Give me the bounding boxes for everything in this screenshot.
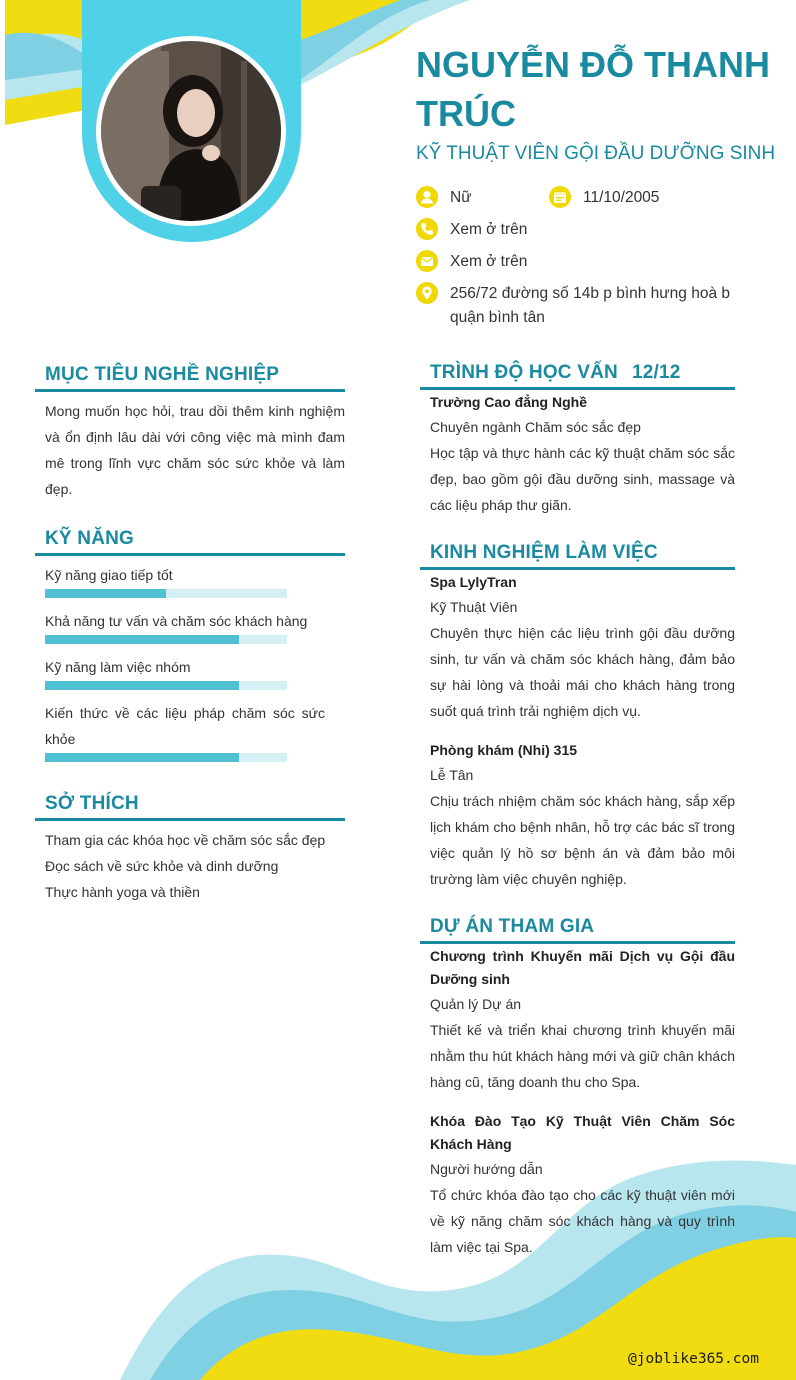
candidate-name: NGUYỄN ĐỖ THANH TRÚC: [416, 44, 771, 134]
phone-value: Xem ở trên: [450, 221, 528, 238]
project-role: Quản lý Dự án: [430, 996, 522, 1012]
hobbies-divider: [35, 818, 345, 821]
project-description: Thiết kế và triển khai chương trình khuyến mãi nhằm thu hút khách hàng mới và giữ chân khách hàng cũ, tăng doanh thu cho Spa.: [430, 1022, 735, 1090]
mail-icon: [416, 250, 438, 272]
address-line-1: 256/72 đường số 14b p bình hưng hoà b: [450, 285, 730, 302]
project-name: Chương trình Khuyến mãi Dịch vụ Gội đầu Dưỡng sinh: [430, 948, 735, 987]
hobbies-heading: SỞ THÍCH: [45, 793, 139, 814]
skill-bar: [45, 635, 287, 644]
experience-description: Chuyên thực hiện các liệu trình gội đầu dưỡng sinh, tư vấn và chăm sóc khách hàng, đảm bảo sự hài lòng và thoải mái cho khách hàng trong suốt quá trình trải nghiệm dịch vụ.: [430, 625, 735, 719]
project-description: Tổ chức khóa đào tạo cho các kỹ thuật viên mới về kỹ năng chăm sóc khách hàng và quy trình làm việc tại Spa.: [430, 1187, 735, 1255]
skill-bar-fill: [45, 589, 166, 598]
skills-divider: [35, 553, 345, 556]
experience-heading: KINH NGHIỆM LÀM VIỆC: [430, 542, 658, 563]
phone-icon: [416, 218, 438, 240]
person-icon: [416, 186, 438, 208]
address-value: [450, 282, 750, 330]
skill-label: Kỹ năng giao tiếp tốt: [45, 567, 173, 583]
skill-label: Kỹ năng làm việc nhóm: [45, 659, 191, 675]
watermark-text: @joblike365.com: [628, 1351, 759, 1367]
location-pin-icon: [416, 282, 438, 304]
projects-divider: [420, 941, 735, 944]
education-heading: TRÌNH ĐỘ HỌC VẤN: [430, 362, 618, 383]
experience-role: Kỹ Thuật Viên: [430, 599, 518, 615]
gender-value: Nữ: [450, 189, 472, 206]
hobby-item: Đọc sách về sức khỏe và dinh dưỡng: [45, 858, 279, 874]
birthdate-value: 11/10/2005: [583, 189, 660, 206]
projects-heading: DỰ ÁN THAM GIA: [430, 916, 595, 937]
education-level: 12/12: [632, 362, 681, 383]
skill-bar: [45, 753, 287, 762]
hobby-item: Tham gia các khóa học về chăm sóc sắc đẹp: [45, 832, 326, 848]
skill-bar: [45, 589, 287, 598]
experience-company: Phòng khám (Nhi) 315: [430, 742, 578, 758]
career-objective-divider: [35, 389, 345, 392]
address-line-2: quận bình tân: [450, 309, 545, 326]
project-role: Người hướng dẫn: [430, 1161, 543, 1177]
profile-photo: [101, 41, 281, 221]
skill-label: Kiến thức về các liệu pháp chăm sóc sức khỏe: [45, 705, 325, 747]
hobby-item: Thực hành yoga và thiền: [45, 884, 200, 900]
skill-bar-fill: [45, 681, 239, 690]
project-name: Khóa Đào Tạo Kỹ Thuật Viên Chăm Sóc Khách Hàng: [430, 1113, 735, 1152]
skill-bar-fill: [45, 753, 239, 762]
skill-label: Khả năng tư vấn và chăm sóc khách hàng: [45, 613, 308, 629]
calendar-icon: [549, 186, 571, 208]
skill-bar: [45, 681, 287, 690]
skill-bar-fill: [45, 635, 239, 644]
job-title: KỸ THUẬT VIÊN GỘI ĐẦU DƯỠNG SINH: [416, 143, 776, 164]
email-value: Xem ở trên: [450, 253, 528, 270]
education-school: Trường Cao đẳng Nghề: [430, 394, 587, 410]
skills-heading: KỸ NĂNG: [45, 528, 135, 549]
career-objective-heading: MỤC TIÊU NGHỀ NGHIỆP: [45, 364, 280, 385]
education-description: Học tập và thực hành các kỹ thuật chăm sóc sắc đẹp, bao gồm gội đầu dưỡng sinh, massage và các liệu pháp thư giãn.: [430, 445, 735, 513]
experience-divider: [420, 567, 735, 570]
experience-description: Chịu trách nhiệm chăm sóc khách hàng, sắp xếp lịch khám cho bệnh nhân, hỗ trợ các bác sĩ trong việc quản lý hồ sơ bệnh án và đảm bảo môi trường làm việc chuyên nghiệp.: [430, 793, 735, 887]
experience-company: Spa LylyTran: [430, 574, 517, 590]
experience-role: Lễ Tân: [430, 767, 474, 783]
education-divider: [420, 387, 735, 390]
career-objective-text: Mong muốn học hỏi, trau dồi thêm kinh nghiệm và ổn định lâu dài với công việc mà mình đam mê trong lĩnh vực chăm sóc sức khỏe và làm đẹp.: [45, 403, 345, 497]
education-major: Chuyên ngành Chăm sóc sắc đẹp: [430, 419, 641, 435]
